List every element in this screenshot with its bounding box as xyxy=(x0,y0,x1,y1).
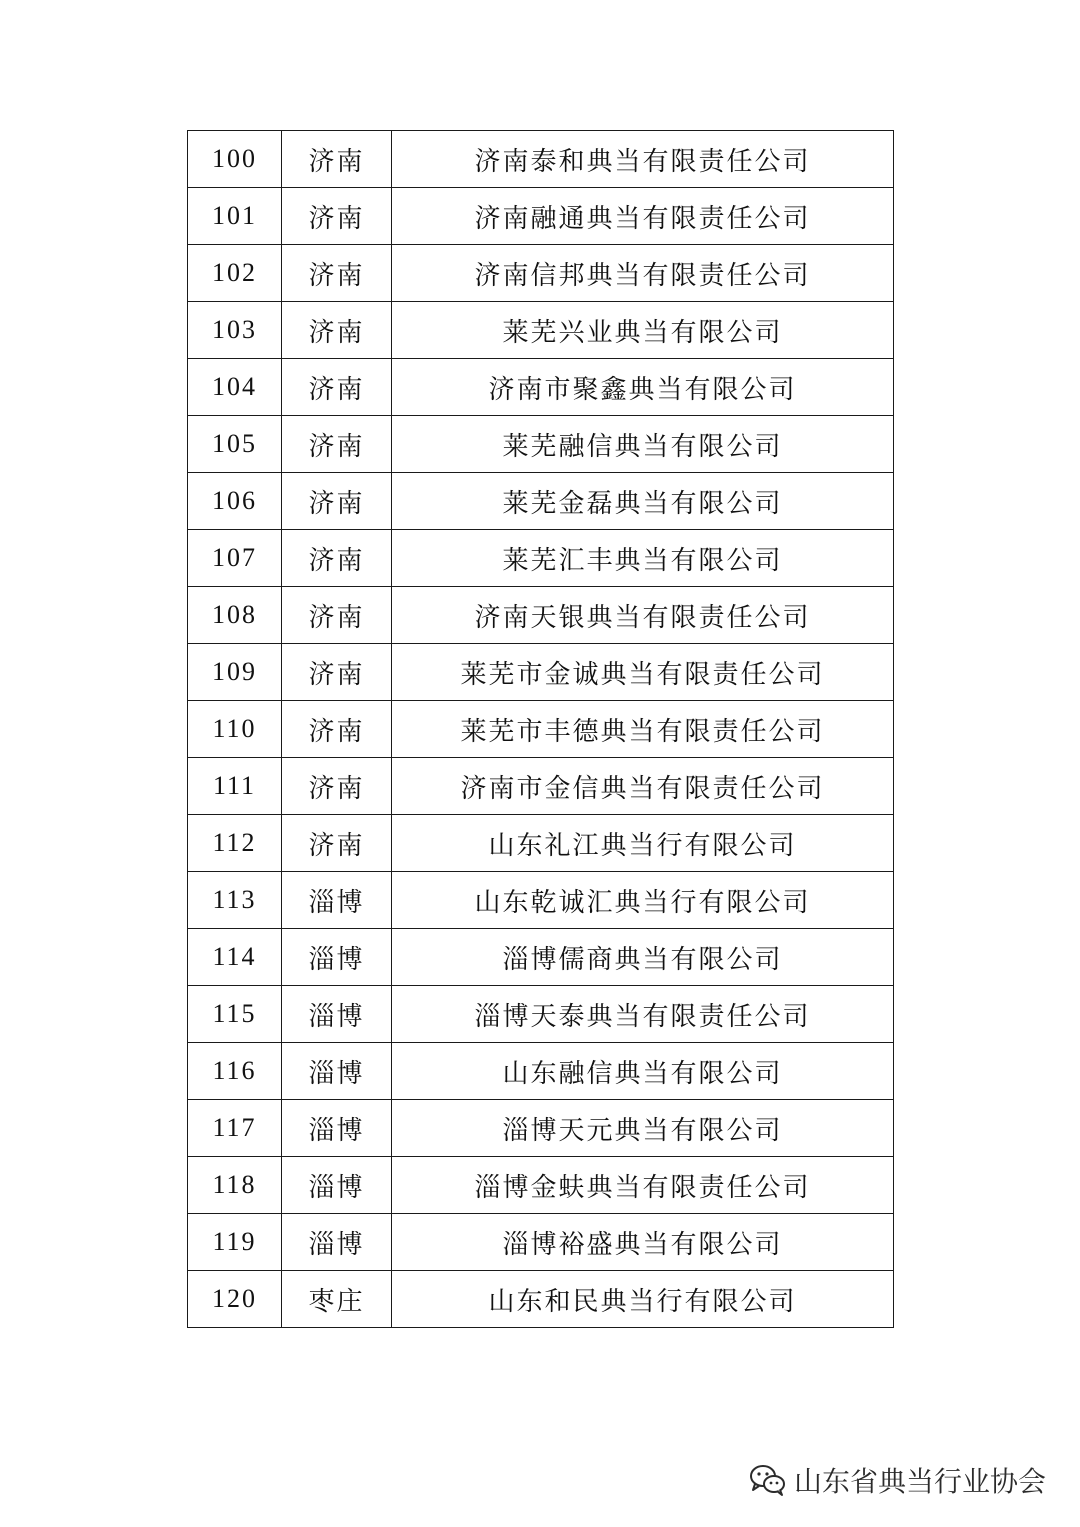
table-row xyxy=(188,1100,894,1157)
row-number-cell: 106 xyxy=(188,473,282,530)
table-row xyxy=(188,986,894,1043)
row-company-name-cell: 莱芜汇丰典当有限公司 xyxy=(392,530,894,587)
row-city-cell: 济南 xyxy=(282,359,392,416)
table-row xyxy=(188,1271,894,1328)
table-row xyxy=(188,929,894,986)
row-city-cell: 淄博 xyxy=(282,1214,392,1271)
row-number-cell: 115 xyxy=(188,986,282,1043)
table-row xyxy=(188,416,894,473)
row-number-cell: 110 xyxy=(188,701,282,758)
row-company-name-cell: 山东礼江典当行有限公司 xyxy=(392,815,894,872)
row-company-name-cell: 莱芜金磊典当有限公司 xyxy=(392,473,894,530)
row-number-cell: 107 xyxy=(188,530,282,587)
row-city-cell: 淄博 xyxy=(282,1043,392,1100)
row-company-name-cell: 济南融通典当有限责任公司 xyxy=(392,188,894,245)
row-number-cell: 103 xyxy=(188,302,282,359)
table-row xyxy=(188,701,894,758)
table-row xyxy=(188,245,894,302)
wechat-watermark xyxy=(748,1460,1046,1500)
table-row xyxy=(188,131,894,188)
row-company-name-cell: 山东乾诚汇典当行有限公司 xyxy=(392,872,894,929)
row-city-cell: 枣庄 xyxy=(282,1271,392,1328)
table-body xyxy=(188,131,894,1328)
row-number-cell: 100 xyxy=(188,131,282,188)
row-company-name-cell: 淄博天泰典当有限责任公司 xyxy=(392,986,894,1043)
row-city-cell: 济南 xyxy=(282,302,392,359)
row-number-cell: 105 xyxy=(188,416,282,473)
pawnshop-list-table xyxy=(187,130,894,1328)
row-city-cell: 淄博 xyxy=(282,1100,392,1157)
row-company-name-cell: 淄博裕盛典当有限公司 xyxy=(392,1214,894,1271)
row-company-name-cell: 淄博金蚨典当有限责任公司 xyxy=(392,1157,894,1214)
row-number-cell: 116 xyxy=(188,1043,282,1100)
row-city-cell: 济南 xyxy=(282,530,392,587)
row-number-cell: 102 xyxy=(188,245,282,302)
row-number-cell: 120 xyxy=(188,1271,282,1328)
row-number-cell: 117 xyxy=(188,1100,282,1157)
row-company-name-cell: 山东融信典当有限公司 xyxy=(392,1043,894,1100)
row-company-name-cell: 济南市聚鑫典当有限公司 xyxy=(392,359,894,416)
row-city-cell: 济南 xyxy=(282,701,392,758)
row-company-name-cell: 济南泰和典当有限责任公司 xyxy=(392,131,894,188)
row-city-cell: 济南 xyxy=(282,644,392,701)
table-row xyxy=(188,644,894,701)
row-city-cell: 淄博 xyxy=(282,986,392,1043)
row-city-cell: 济南 xyxy=(282,131,392,188)
row-company-name-cell: 莱芜市丰德典当有限责任公司 xyxy=(392,701,894,758)
row-company-name-cell: 淄博天元典当有限公司 xyxy=(392,1100,894,1157)
row-city-cell: 济南 xyxy=(282,416,392,473)
row-city-cell: 济南 xyxy=(282,758,392,815)
row-company-name-cell: 山东和民典当行有限公司 xyxy=(392,1271,894,1328)
row-city-cell: 济南 xyxy=(282,587,392,644)
row-number-cell: 111 xyxy=(188,758,282,815)
row-number-cell: 109 xyxy=(188,644,282,701)
table-row xyxy=(188,302,894,359)
row-number-cell: 113 xyxy=(188,872,282,929)
watermark-text: 山东省典当行业协会 xyxy=(793,1465,1046,1498)
table-row xyxy=(188,1157,894,1214)
row-city-cell: 淄博 xyxy=(282,929,392,986)
table-row xyxy=(188,473,894,530)
row-number-cell: 119 xyxy=(188,1214,282,1271)
table-row xyxy=(188,1043,894,1100)
row-company-name-cell: 莱芜融信典当有限公司 xyxy=(392,416,894,473)
table-row xyxy=(188,758,894,815)
table-row xyxy=(188,872,894,929)
row-city-cell: 济南 xyxy=(282,245,392,302)
row-city-cell: 济南 xyxy=(282,473,392,530)
table-row xyxy=(188,188,894,245)
row-company-name-cell: 济南市金信典当有限责任公司 xyxy=(392,758,894,815)
row-company-name-cell: 淄博儒商典当有限公司 xyxy=(392,929,894,986)
row-company-name-cell: 莱芜市金诚典当有限责任公司 xyxy=(392,644,894,701)
table-row xyxy=(188,359,894,416)
row-city-cell: 淄博 xyxy=(282,872,392,929)
row-company-name-cell: 莱芜兴业典当有限公司 xyxy=(392,302,894,359)
row-number-cell: 114 xyxy=(188,929,282,986)
row-number-cell: 108 xyxy=(188,587,282,644)
table-row xyxy=(188,530,894,587)
row-number-cell: 118 xyxy=(188,1157,282,1214)
row-number-cell: 112 xyxy=(188,815,282,872)
table-row xyxy=(188,815,894,872)
row-number-cell: 101 xyxy=(188,188,282,245)
row-city-cell: 济南 xyxy=(282,188,392,245)
row-city-cell: 济南 xyxy=(282,815,392,872)
row-city-cell: 淄博 xyxy=(282,1157,392,1214)
row-number-cell: 104 xyxy=(188,359,282,416)
table-row xyxy=(188,587,894,644)
row-company-name-cell: 济南天银典当有限责任公司 xyxy=(392,587,894,644)
row-company-name-cell: 济南信邦典当有限责任公司 xyxy=(392,245,894,302)
table-row xyxy=(188,1214,894,1271)
wechat-icon xyxy=(748,1463,786,1497)
